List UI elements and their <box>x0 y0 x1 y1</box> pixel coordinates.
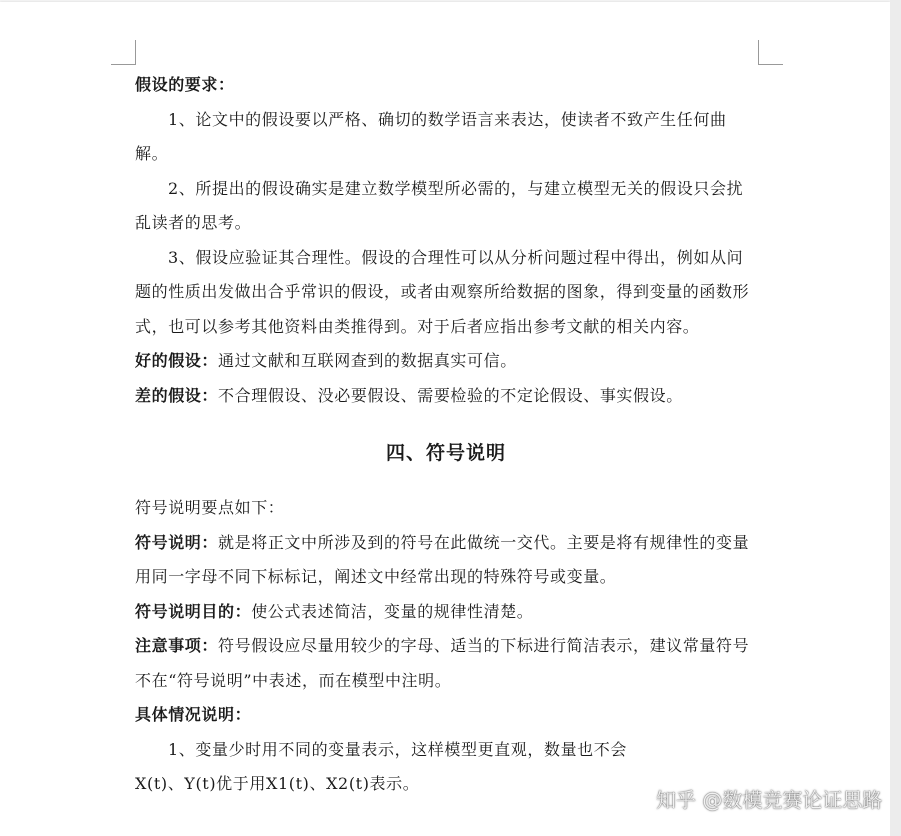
document-body <box>135 68 757 802</box>
symbols-intro: 符号说明要点如下： <box>135 498 285 517</box>
requirements-label: 假设的要求： <box>135 75 235 94</box>
window-right-gutter <box>890 0 901 836</box>
bad-assumption-text: 不合理假设、没必要假设、需要检验的不定论假设、事实假设。 <box>218 385 683 405</box>
symbols-notes-text: 符号假设应尽量用较少的字母、适当的下标进行简洁表示，建议常量符号不在“符号说明”中表述，而在模型中注明。 <box>135 636 750 690</box>
symbols-purpose-paragraph <box>135 595 757 630</box>
symbols-definition-text: 就是将正文中所涉及到的符号在此做统一交代。主要是将有规律性的变量用同一字母不同下标标记，阐述文中经常出现的特殊符号或变量。 <box>135 532 750 586</box>
section-heading: 四、符号说明 <box>385 442 506 464</box>
requirement-item-2: 2、所提出的假设确实是建立数学模型所必需的，与建立模型无关的假设只会扰乱读者的思考。 <box>135 178 744 232</box>
symbols-notes-paragraph <box>135 629 757 698</box>
symbols-purpose-label: 符号说明目的： <box>135 601 252 621</box>
watermark-text: 知乎 @数模竞赛论证思路 <box>656 788 883 812</box>
symbols-purpose-text: 使公式表述简洁，变量的规律性清楚。 <box>251 601 534 621</box>
bad-assumption-label: 差的假设： <box>135 385 219 405</box>
symbols-notes-label: 注意事项： <box>135 636 219 655</box>
requirement-item-3: 3、假设应验证其合理性。假设的合理性可以从分析问题过程中得出，例如从问题的性质出发做出合乎常识的假设，或者由观察所给数据的图象，得到变量的函数形式，也可以参考其他资料由类推得到。对于后者应指出参考文献的相关内容。 <box>135 247 750 336</box>
symbols-definition-label: 符号说明： <box>135 532 219 552</box>
bad-assumption-paragraph <box>135 379 757 414</box>
requirement-item-1: 1、论文中的假设要以严格、确切的数学语言来表达，使读者不致产生任何曲解。 <box>135 109 727 163</box>
symbols-detail-item-1-cont: X(t)、Y(t)优于用X1(t)、X2(t)表示。 <box>135 774 420 793</box>
page-corner-mark-top-right <box>758 40 783 65</box>
good-assumption-label: 好的假设： <box>135 351 219 370</box>
page-corner-mark-top-left <box>111 40 136 65</box>
symbols-detail-item-1: 1、变量少时用不同的变量表示，这样模型更直观，数量也不会 <box>168 739 627 759</box>
symbols-definition-paragraph <box>135 526 757 595</box>
good-assumption-text: 通过文献和互联网查到的数据真实可信。 <box>218 351 517 370</box>
document-page <box>0 2 890 836</box>
symbols-details-label: 具体情况说明： <box>135 705 252 724</box>
good-assumption-paragraph <box>135 344 757 379</box>
